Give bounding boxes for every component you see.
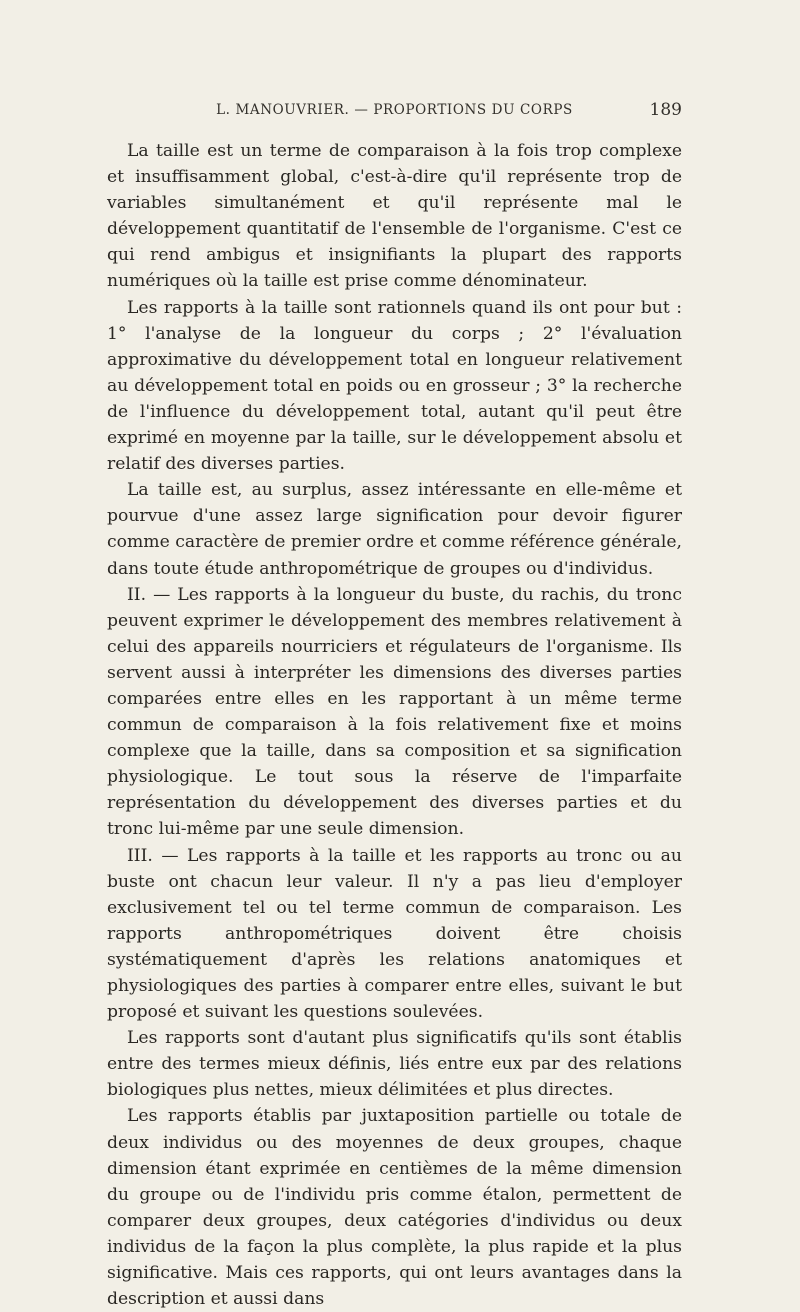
paragraph: III. — Les rapports à la taille et les rapports au tronc ou au buste ont chacun leur valeur. Il n'y a pas lieu d'employer exclusivement tel ou tel terme commun de comparaison. Les rapports anthropométriques doivent être choisis systématiquement d'après les relations anatomiques et physiologiques des parties à comparer entre elles, suivant le but proposé et suivant les questions soulevées.: [107, 845, 682, 1023]
body-text: [107, 138, 682, 1312]
page-header: [107, 100, 682, 124]
paragraph: La taille est, au surplus, assez intéressante en elle-même et pourvue d'une assez large signification pour devoir figurer comme caractère de premier ordre et comme référence générale, dans toute étude anthropométrique de groupes ou d'individus.: [107, 480, 682, 579]
paragraph: II. — Les rapports à la longueur du buste, du rachis, du tronc peuvent exprimer le développement des membres relativement à celui des appareils nourriciers et régulateurs de l'organisme. Ils servent aussi à interpréter les dimensions des diverses parties comparées entre elles en les rapportant à un même terme commun de comparaison à la fois relativement fixe et moins complexe que la taille, dans sa composition et sa signification physiologique. Le tout sous la réserve de l'imparfaite représentation du développement des diverses parties et du tronc lui-même par une seule dimension.: [107, 584, 682, 840]
page-number: 189: [649, 100, 682, 120]
paragraph: Les rapports établis par juxtaposition partielle ou totale de deux individus ou des moyennes de deux groupes, chaque dimension étant exprimée en centièmes de la même dimension du groupe ou de l'individu pris comme étalon, permettent de comparer deux groupes, deux catégories d'individus ou deux individus de la façon la plus complète, la plus rapide et la plus significative. Mais ces rapports, qui ont leurs avantages dans la description et aussi dans: [107, 1106, 682, 1310]
paragraph: Les rapports sont d'autant plus significatifs qu'ils sont établis entre des termes mieux définis, liés entre eux par des relations biologiques plus nettes, mieux délimitées et plus directes.: [107, 1028, 682, 1101]
paragraph: La taille est un terme de comparaison à la fois trop complexe et insuffisamment global, c'est-à-dire qu'il représente trop de variables simultanément et qu'il représente mal le développement quantitatif de l'ensemble de l'organisme. C'est ce qui rend ambigus et insignifiants la plupart des rapports numériques où la taille est prise comme dénominateur.: [107, 141, 682, 292]
running-title: L. MANOUVRIER. — PROPORTIONS DU CORPS: [216, 102, 573, 118]
paragraph: Les rapports à la taille sont rationnels quand ils ont pour but : 1° l'analyse de la longueur du corps ; 2° l'évaluation approximative du développement total en longueur relativement au développement total en poids ou en grosseur ; 3° la recherche de l'influence du développement total, autant qu'il peut être exprimé en moyenne par la taille, sur le développement absolu et relatif des diverses parties.: [107, 297, 682, 475]
